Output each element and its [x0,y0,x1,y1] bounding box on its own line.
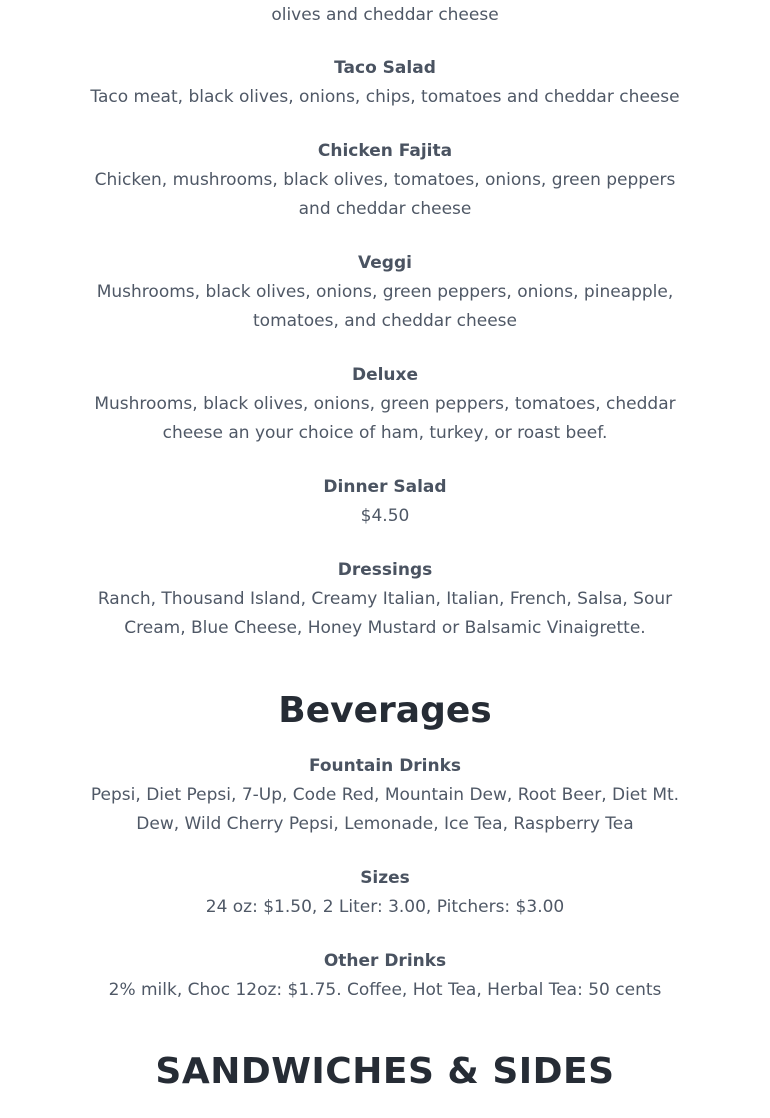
item-description: Chicken, mushrooms, black olives, tomatoes, onions, green peppers [94,170,676,190]
item-description: 2% milk, Choc 12oz: $1.75. Coffee, Hot Tea, Herbal Tea: 50 cents [108,980,662,1000]
item-name: Veggi [358,253,412,273]
section-heading-sandwiches: SANDWICHES & SIDES [155,1051,615,1092]
item-description: tomatoes, and cheddar cheese [253,311,517,331]
item-description: Taco meat, black olives, onions, chips, tomatoes and cheddar cheese [90,87,680,107]
item-description: and cheddar cheese [298,199,472,219]
item-name: Deluxe [351,365,419,385]
item-description: Cream, Blue Cheese, Honey Mustard or Balsamic Vinaigrette. [124,618,646,638]
item-description: 24 oz: $1.50, 2 Liter: 3.00, Pitchers: $3.00 [205,897,565,917]
item-description: Mushrooms, black olives, onions, green peppers, tomatoes, cheddar [94,394,676,414]
item-name: Other Drinks [323,951,447,971]
item-price: $4.50 [360,506,410,526]
item-description: Ranch, Thousand Island, Creamy Italian, Italian, French, Salsa, Sour [97,589,673,609]
item-name: Taco Salad [334,58,436,78]
section-heading-beverages: Beverages [278,690,492,731]
item-description: Pepsi, Diet Pepsi, 7-Up, Code Red, Mountain Dew, Root Beer, Diet Mt. [90,785,680,805]
item-description: cheese an your choice of ham, turkey, or roast beef. [162,423,608,443]
item-name: Chicken Fajita [317,141,453,161]
item-name: Sizes [360,868,410,888]
item-name: Dinner Salad [323,477,447,497]
item-name: Dressings [337,560,433,580]
item-description: Mushrooms, black olives, onions, green peppers, onions, pineapple, [96,282,674,302]
item-description: olives and cheddar cheese [271,5,499,25]
item-name: Fountain Drinks [308,756,462,776]
item-description: Dew, Wild Cherry Pepsi, Lemonade, Ice Tea, Raspberry Tea [136,814,634,834]
